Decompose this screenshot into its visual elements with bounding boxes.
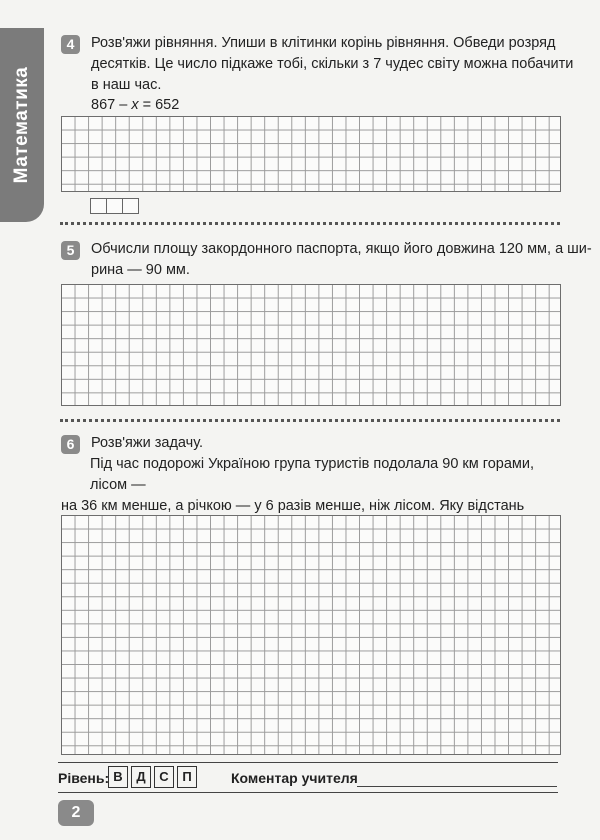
task-6-heading: Розв'яжи задачу.	[91, 435, 204, 451]
subject-label: Математика	[11, 66, 32, 184]
task-5-line-2: рина — 90 мм.	[91, 262, 190, 278]
task-4-equation	[91, 95, 179, 116]
footer-bottom-line	[58, 792, 558, 793]
task-4-line-2: десятків. Це число підкаже тобі, скільки з 7 чудес світу можна побачити	[91, 56, 574, 72]
subject-tab	[0, 28, 44, 222]
equation-variable: x	[131, 97, 139, 113]
page-number: 2	[58, 800, 94, 826]
level-box-d[interactable]: Д	[131, 766, 151, 788]
answer-cells[interactable]	[90, 198, 138, 214]
level-label: Рівень:	[58, 770, 110, 786]
task-5-line-1: Обчисли площу закордонного паспорта, якщо його довжина 120 мм, а ши-	[91, 241, 592, 257]
footer-top-line	[58, 762, 558, 763]
task-6-grid[interactable]	[61, 515, 561, 755]
task-4-grid[interactable]	[61, 116, 561, 192]
level-box-s[interactable]: С	[154, 766, 174, 788]
comment-line[interactable]	[357, 786, 557, 787]
task-5-text	[91, 239, 592, 281]
answer-cell[interactable]	[90, 198, 107, 214]
task-4-line-3: в наш час.	[91, 77, 162, 93]
task-6-line-3: на 36 км менше, а річкою — у 6 разів менше, ніж лісом. Яку відстань	[61, 498, 525, 514]
equation-left: 867 –	[91, 97, 132, 113]
answer-cell[interactable]	[122, 198, 139, 214]
answer-cell[interactable]	[106, 198, 123, 214]
task-4-text	[91, 33, 573, 96]
task-6-line-2: Під час подорожі Україною група туристів подолала 90 км горами, лісом —	[90, 456, 535, 493]
comment-label: Коментар учителя	[231, 770, 358, 786]
separator	[60, 419, 560, 422]
task-6-number: 6	[61, 435, 80, 454]
task-4-line-1: Розв'яжи рівняння. Упиши в клітинки корінь рівняння. Обведи розряд	[91, 35, 556, 51]
task-4-number: 4	[61, 35, 80, 54]
task-5-grid[interactable]	[61, 284, 561, 406]
task-5-number: 5	[61, 241, 80, 260]
equation-right: = 652	[138, 97, 180, 113]
separator	[60, 222, 560, 225]
level-box-v[interactable]: В	[108, 766, 128, 788]
level-box-p[interactable]: П	[177, 766, 197, 788]
level-boxes	[108, 766, 197, 788]
